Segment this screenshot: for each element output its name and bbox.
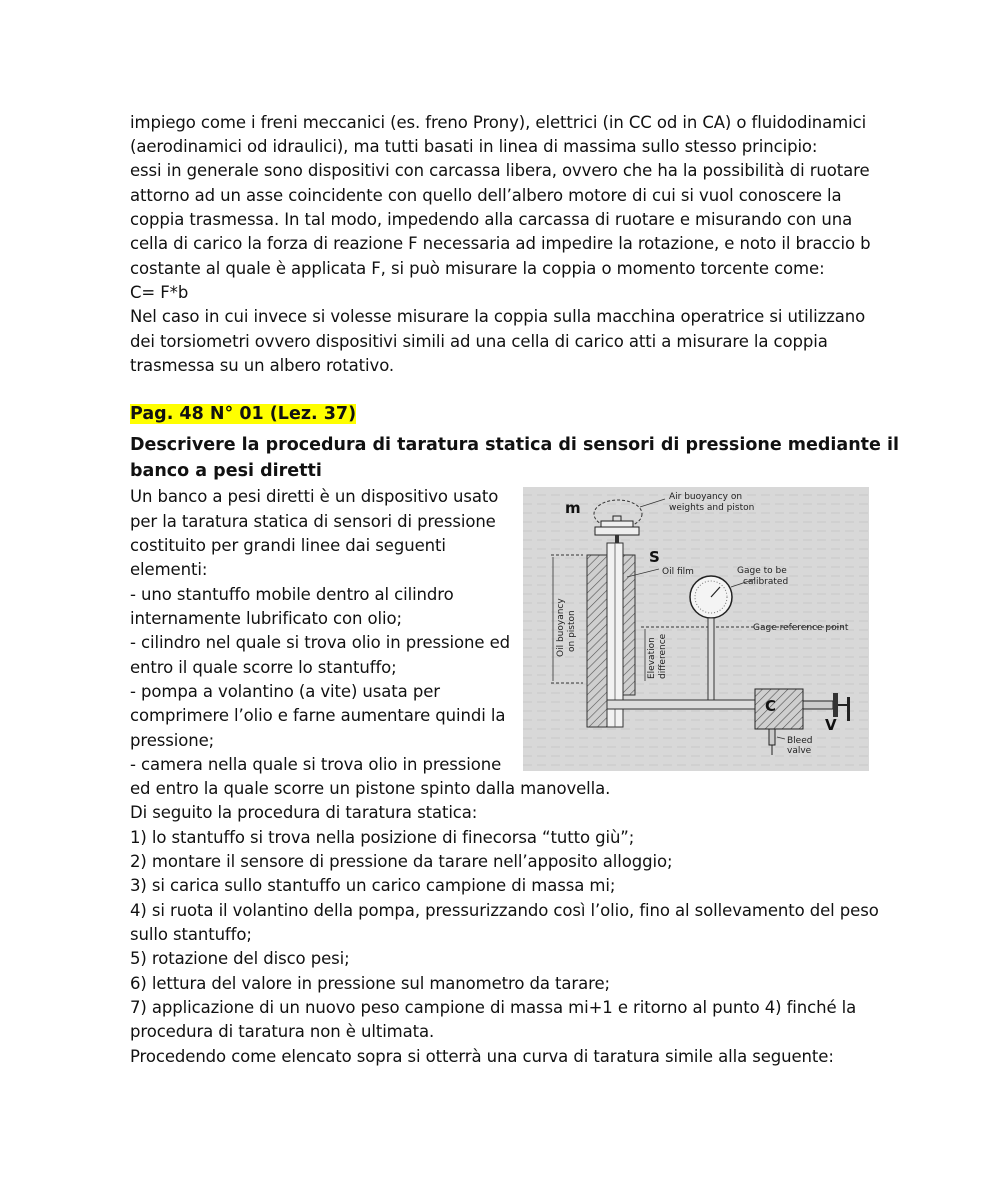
label-elevation: difference — [658, 633, 668, 679]
question-line: Descrivere la procedura di taratura statica di sensori di pressione mediante il — [130, 435, 900, 455]
procedure-step: 2) montare il sensore di pressione da tarare nell’apposito alloggio; — [130, 852, 673, 871]
piston-rod — [615, 535, 619, 543]
text-line: Un banco a pesi diretti è un dispositivo usato — [130, 487, 499, 506]
label-oil-film: Oil film — [662, 567, 694, 577]
list-item: - cilindro nel quale si trova olio in pressione ed — [130, 633, 510, 652]
weight-disc — [595, 527, 639, 535]
pump-screw — [803, 701, 833, 709]
label-bleed-valve: Bleed — [787, 736, 813, 746]
section-reference — [130, 401, 356, 427]
text-line: costante al quale è applicata F, si può misurare la coppia o momento torcente come: — [130, 259, 825, 278]
oil-pipe — [607, 700, 757, 709]
label-air-buoyancy: weights and piston — [669, 503, 755, 513]
text-line: comprimere l’olio e farne aumentare quindi la — [130, 706, 506, 725]
text-line: internamente lubrificato con olio; — [130, 609, 402, 628]
text-line: cella di carico la forza di reazione F necessaria ad impedire la rotazione, e noto il braccio b — [130, 234, 871, 253]
procedure-step: 7) applicazione di un nuovo peso campione di massa mi+1 e ritorno al punto 4) finché la — [130, 998, 857, 1017]
label-gage-reference: Gage reference point — [753, 623, 849, 633]
formula-line: C= F*b — [130, 283, 189, 302]
procedure-step: 4) si ruota il volantino della pompa, pressurizzando così l’olio, fino al sollevamento del peso — [130, 901, 879, 920]
deadweight-tester-figure — [523, 487, 869, 771]
text-line: trasmessa su un albero rotativo. — [130, 356, 395, 375]
text-line: Procedendo come elencato sopra si otterrà una curva di taratura simile alla seguente: — [130, 1047, 834, 1066]
deadweight-tester-diagram — [523, 487, 869, 771]
text-line: coppia trasmessa. In tal modo, impedendo alla carcassa di ruotare e misurando con una — [130, 210, 853, 229]
list-item: - pompa a volantino (a vite) usata per — [130, 682, 440, 701]
text-line: per la taratura statica di sensori di pressione — [130, 512, 496, 531]
label-s: S — [649, 548, 660, 566]
text-line: attorno ad un asse coincidente con quello dell’albero motore di cui si vuol conoscere la — [130, 186, 842, 205]
text-line: essi in generale sono dispositivi con carcassa libera, ovvero che ha la possibilità di ruotare — [130, 161, 870, 180]
weight-knob — [613, 516, 621, 521]
list-item: - uno stantuffo mobile dentro al cilindro — [130, 585, 454, 604]
label-gage: Gage to be — [737, 566, 787, 576]
text-line: Di seguito la procedura di taratura statica: — [130, 803, 478, 822]
weight-disc — [601, 521, 633, 527]
label-air-buoyancy: Air buoyancy on — [669, 492, 743, 502]
label-c: C — [765, 697, 777, 715]
gage-stem — [708, 618, 714, 704]
text-line: ed entro la quale scorre un pistone spinto dalla manovella. — [130, 779, 611, 798]
procedure-step: 6) lettura del valore in pressione sul manometro da tarare; — [130, 974, 610, 993]
label-oil-buoyancy: Oil buoyancy — [556, 598, 566, 657]
text-line: entro il quale scorre lo stantuffo; — [130, 658, 397, 677]
label-m: m — [565, 499, 581, 517]
text-line: costituito per grandi linee dai seguenti — [130, 536, 446, 555]
text-line: sullo stantuffo; — [130, 925, 252, 944]
procedure-step: 1) lo stantuffo si trova nella posizione di finecorsa “tutto giù”; — [130, 828, 635, 847]
label-oil-buoyancy: on piston — [567, 610, 577, 652]
section-reference-highlight: Pag. 48 N° 01 (Lez. 37) — [130, 404, 357, 424]
cylinder-wall-right — [623, 555, 635, 695]
label-gage: calibrated — [743, 577, 789, 587]
text-line: pressione; — [130, 731, 215, 750]
pump-chamber — [755, 689, 803, 729]
list-item: - camera nella quale si trova olio in pressione — [130, 755, 502, 774]
procedure-step: 5) rotazione del disco pesi; — [130, 949, 350, 968]
text-line: elementi: — [130, 560, 208, 579]
text-line: procedura di taratura non è ultimata. — [130, 1022, 435, 1041]
text-line: (aerodinamici od idraulici), ma tutti basati in linea di massima sullo stesso principio: — [130, 137, 818, 156]
handwheel-icon — [833, 693, 838, 717]
bleed-valve-icon — [769, 729, 775, 745]
label-v: V — [825, 716, 837, 734]
text-line: Nel caso in cui invece si volesse misurare la coppia sulla macchina operatrice si utilizzano — [130, 307, 866, 326]
text-line: dei torsiometri ovvero dispositivi simili ad una cella di carico atti a misurare la coppia — [130, 332, 828, 351]
label-bleed-valve: valve — [787, 746, 812, 756]
text-line: impiego come i freni meccanici (es. freno Prony), elettrici (in CC od in CA) o fluidodinamici — [130, 113, 867, 132]
question-line: banco a pesi diretti — [130, 461, 322, 481]
label-elevation: Elevation — [647, 637, 657, 679]
cylinder-wall-left — [587, 555, 607, 727]
crank-grip — [847, 697, 850, 721]
procedure-step: 3) si carica sullo stantuffo un carico campione di massa mi; — [130, 876, 616, 895]
